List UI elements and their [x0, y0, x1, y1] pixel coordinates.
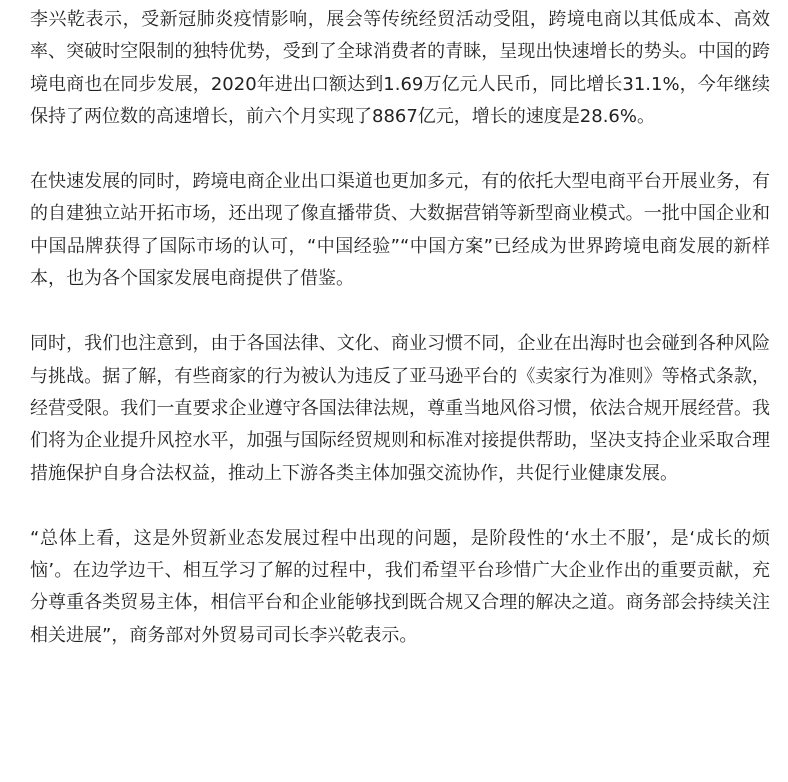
paragraph-4: “总体上看，这是外贸新业态发展过程中出现的问题，是阶段性的‘水土不服’，是‘成长的烦恼’。在边学边干、相互学习了解的过程中，我们希望平台珍惜广大企业作出的重要贡献，充分尊重各类贸易主体，相信平台和企业能够找到既合规又合理的解决之道。商务部会持续关注相关进展”，商务部对外贸易司司长李兴乾表示。	[30, 527, 770, 646]
article-body	[30, 4, 770, 652]
paragraph-3: 同时，我们也注意到，由于各国法律、文化、商业习惯不同，企业在出海时也会碰到各种风险与挑战。据了解，有些商家的行为被认为违反了亚马逊平台的《卖家行为准则》等格式条款，经营受限。我们一直要求企业遵守各国法律法规，尊重当地风俗习惯，依法合规开展经营。我们将为企业提升风控水平，加强与国际经贸规则和标准对接提供帮助，坚决支持企业采取合理措施保护自身合法权益，推动上下游各类主体加强交流协作，共促行业健康发展。	[30, 333, 770, 484]
paragraph-1: 李兴乾表示，受新冠肺炎疫情影响，展会等传统经贸活动受阻，跨境电商以其低成本、高效率、突破时空限制的独特优势，受到了全球消费者的青睐，呈现出快速增长的势头。中国的跨境电商也在同步发展，2020年进出口额达到1.69万亿元人民币，同比增长31.1%，今年继续保持了两位数的高速增长，前六个月实现了8867亿元，增长的速度是28.6%。	[30, 9, 770, 127]
paragraph-2: 在快速发展的同时，跨境电商企业出口渠道也更加多元，有的依托大型电商平台开展业务，有的自建独立站开拓市场，还出现了像直播带货、大数据营销等新型商业模式。一批中国企业和中国品牌获得了国际市场的认可，“中国经验”“中国方案”已经成为世界跨境电商发展的新样本，也为各个国家发展电商提供了借鉴。	[30, 171, 770, 290]
